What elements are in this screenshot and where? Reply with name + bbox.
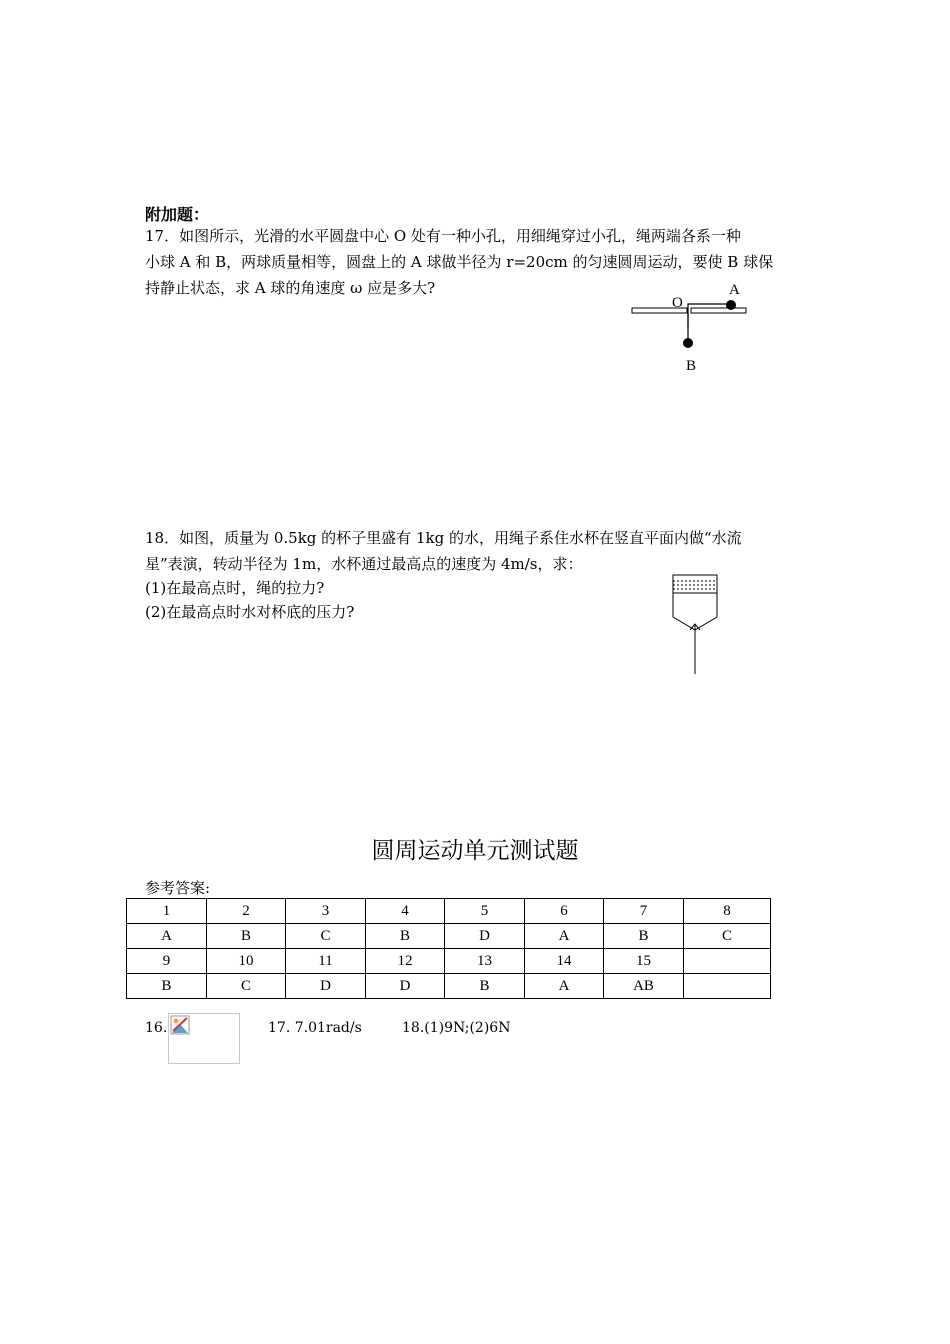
label-b: B <box>686 358 697 374</box>
table-cell: D <box>445 924 525 949</box>
answer-label: 参考答案: <box>145 879 211 897</box>
table-cell: 5 <box>445 899 525 924</box>
q17-line-2: 小球 A 和 B，两球质量相等，圆盘上的 A 球做半径为 r=20cm 的匀速圆周运动，要使 B 球保 <box>145 253 774 271</box>
table-cell: 3 <box>286 899 366 924</box>
q18-line-3: (1)在最高点时，绳的拉力? <box>145 579 325 597</box>
answer-16-image <box>168 1013 240 1064</box>
table-cell: D <box>366 974 445 999</box>
table-cell: A <box>525 974 604 999</box>
table-cell: B <box>127 974 207 999</box>
table-cell: 9 <box>127 949 207 974</box>
q17-line-3: 持静止状态，求 A 球的角速度 ω 应是多大? <box>145 279 436 297</box>
table-cell: C <box>207 974 286 999</box>
answer-18: 18.(1)9N;(2)6N <box>402 1020 511 1036</box>
table-cell: 6 <box>525 899 604 924</box>
label-a: A <box>729 282 740 298</box>
label-o: O <box>672 295 683 311</box>
page-title: 圆周运动单元测试题 <box>371 838 579 864</box>
table-cell: B <box>604 924 684 949</box>
cup-outline <box>673 575 717 630</box>
table-cell <box>684 974 771 999</box>
table-cell: 14 <box>525 949 604 974</box>
table-row <box>127 899 771 924</box>
q18-line-1: 18．如图，质量为 0.5kg 的杯子里盛有 1kg 的水，用绳子系住水杯在竖直平面内做“水流 <box>145 529 742 547</box>
table-cell: B <box>207 924 286 949</box>
table-cell: 2 <box>207 899 286 924</box>
table-cell: 11 <box>286 949 366 974</box>
table-cell: 4 <box>366 899 445 924</box>
table-cell: AB <box>604 974 684 999</box>
table-cell: C <box>684 924 771 949</box>
table-cell: A <box>127 924 207 949</box>
table-row <box>127 924 771 949</box>
broken-image-icon <box>170 1015 192 1037</box>
table-cell <box>684 949 771 974</box>
table-cell: A <box>525 924 604 949</box>
q18-cup-figure <box>664 570 728 680</box>
answer-table <box>126 898 771 999</box>
answer-17: 17. 7.01rad/s <box>268 1020 362 1036</box>
table-cell: 13 <box>445 949 525 974</box>
table-cell: B <box>366 924 445 949</box>
table-cell: 12 <box>366 949 445 974</box>
ball-a <box>726 300 736 310</box>
water-lines <box>673 581 717 593</box>
table-cell: 8 <box>684 899 771 924</box>
table-cell: 10 <box>207 949 286 974</box>
q17-line-1: 17．如图所示，光滑的水平圆盘中心 O 处有一种小孔，用细绳穿过小孔，绳两端各系一种 <box>145 227 741 245</box>
answer-16-label: 16. <box>145 1020 168 1036</box>
extra-heading: 附加题： <box>145 205 210 224</box>
q17-disk-figure <box>620 280 760 380</box>
table-row <box>127 974 771 999</box>
q18-line-2: 星”表演，转动半径为 1m，水杯通过最高点的速度为 4m/s，求： <box>145 555 583 573</box>
table-row <box>127 949 771 974</box>
q18-line-4: (2)在最高点时水对杯底的压力? <box>145 603 355 621</box>
table-cell: C <box>286 924 366 949</box>
table-cell: 15 <box>604 949 684 974</box>
table-cell: 1 <box>127 899 207 924</box>
ball-b <box>683 338 693 348</box>
table-cell: B <box>445 974 525 999</box>
table-cell: D <box>286 974 366 999</box>
table-cell: 7 <box>604 899 684 924</box>
